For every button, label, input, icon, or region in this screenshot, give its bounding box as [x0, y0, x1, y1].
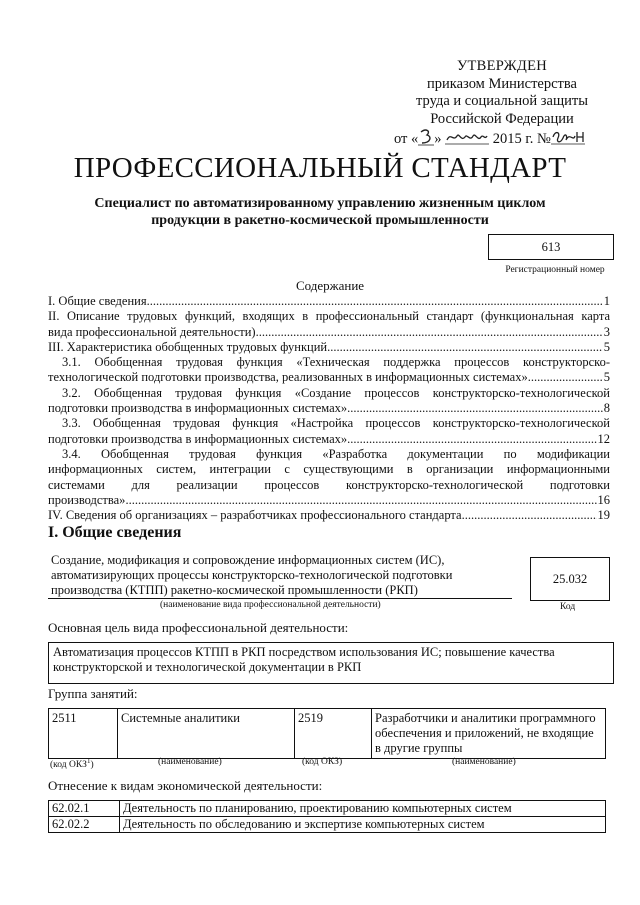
contents-heading: Содержание — [295, 278, 365, 293]
toc-entry-text: системами для реализации процессов конструкторско-технологической подготовки — [48, 477, 610, 492]
toc-entry-text: 3.2. Обобщенная трудовая функция «Создание процессов конструкторско-технологической — [62, 385, 610, 400]
toc-leader — [347, 401, 603, 416]
toc-entry-text: III. Характеристика обобщенных трудовых функций — [48, 339, 328, 354]
toc-page-number: 5 — [603, 370, 610, 385]
activity-name: Создание, модификация и сопровождение информационных систем (ИС), автоматизирующих процессы конструкторско-технологической подготовки производства (КТПП) ракетно-космической промышленности (РКП) — [51, 553, 453, 597]
document-title: ПРОФЕССИОНАЛЬНЫЙ СТАНДАРТ — [73, 152, 567, 184]
toc-entry-3-4[interactable] — [48, 447, 610, 508]
handwritten-month — [445, 128, 489, 152]
toc-entry-text: подготовки производства в информационных системах» — [48, 431, 348, 446]
okved-name-cell: Деятельность по обследованию и экспертизе компьютерных систем — [120, 817, 606, 833]
registration-number-label: Регистрационный номер — [505, 265, 605, 275]
document-subtitle: Специалист по автоматизированному управлению жизненным циклом продукции в ракетно-космической промышленности — [94, 196, 546, 228]
toc-page-number: 8 — [603, 401, 610, 416]
occupation-name-cell: Разработчики и аналитики программного обеспечения и приложений, не входящие в другие группы — [372, 709, 606, 759]
toc-entry-2[interactable] — [48, 309, 610, 340]
approval-line: приказом Министерства — [427, 75, 577, 92]
toc-leader — [327, 340, 603, 355]
okved-name-cell: Деятельность по планированию, проектированию компьютерных систем — [120, 801, 606, 817]
toc-entry-3[interactable] — [48, 340, 610, 355]
toc-entry-text: 3.1. Обобщенная трудовая функция «Техническая поддержка процессов конструкторско- — [62, 355, 610, 370]
goal-box: Автоматизация процессов КТПП в РКП посредством использования ИС; повышение качества конструкторской и технологической документации в РКП — [48, 642, 614, 684]
group-label: Группа занятий: — [48, 686, 138, 701]
toc-entry-text: технологической подготовки производства, реализованных в информационных системах» — [48, 370, 528, 385]
date-year: 2015 г. № — [492, 131, 551, 148]
toc-page-number: 5 — [603, 339, 610, 354]
occupation-name-caption: (наименование) — [158, 757, 222, 767]
toc-leader — [528, 370, 603, 385]
okved-code-cell: 62.02.1 — [49, 801, 120, 817]
toc-entry-3-3[interactable] — [48, 416, 610, 447]
toc-page-number: 1 — [603, 294, 610, 308]
toc-entry-1[interactable] — [48, 294, 610, 309]
economic-activity-label: Отнесение к видам экономической деятельности: — [48, 778, 323, 793]
table-row — [49, 709, 606, 759]
section-heading: I. Общие сведения — [48, 524, 182, 541]
toc-leader — [147, 294, 603, 309]
approval-line: труда и социальной защиты — [416, 93, 588, 109]
toc-page-number: 19 — [597, 508, 610, 523]
toc-leader — [347, 432, 596, 447]
goal-label: Основная цель вида профессиональной деятельности: — [48, 620, 349, 635]
registration-number-box: 613 — [488, 234, 614, 260]
toc-page-number: 12 — [597, 431, 610, 446]
activity-code-box: 25.032 — [530, 557, 610, 601]
toc-entry-text: информационных систем, интеграции с существующими в организации информационными — [48, 462, 610, 477]
date-prefix: от « — [394, 131, 419, 148]
toc-entry-text: 3.3. Обобщенная трудовая функция «Настройка процессов конструкторско-технологической — [62, 416, 610, 431]
toc-entry-4[interactable] — [48, 508, 610, 523]
approval-line: Российской Федерации — [430, 110, 574, 127]
occupation-group-table — [48, 708, 606, 759]
toc-entry-text: II. Описание трудовых функций, входящих в профессиональный стандарт (функциональная карта — [48, 309, 610, 324]
occupation-name-caption: (наименование) — [452, 757, 516, 767]
toc-entry-text: 3.4. Обобщенная трудовая функция «Разработка документации по модификации — [62, 446, 610, 461]
toc-entry-3-1[interactable] — [48, 355, 610, 386]
approval-date-line — [388, 128, 616, 152]
toc-leader — [256, 325, 603, 340]
okved-code-cell: 62.02.2 — [49, 817, 120, 833]
okz-code-caption: (код ОКЗ$^1$) — [50, 757, 94, 771]
okz-code-caption: (код ОКЗ) — [302, 757, 343, 767]
approval-title: УТВЕРЖДЕН — [456, 58, 548, 74]
occupation-name-cell: Системные аналитики — [118, 709, 295, 759]
table-row — [49, 817, 606, 833]
okz-code-cell: 2511 — [49, 709, 118, 759]
activity-name-box — [48, 552, 512, 599]
table-row — [49, 801, 606, 817]
handwritten-day — [418, 128, 434, 152]
toc-entry-text: IV. Сведения об организациях – разработчиках профессионального стандарта — [48, 508, 462, 523]
toc-leader — [462, 508, 597, 523]
table-of-contents — [48, 294, 610, 523]
toc-entry-text: производства» — [48, 492, 126, 507]
economic-activity-table — [48, 800, 606, 833]
toc-entry-3-2[interactable] — [48, 386, 610, 417]
date-mid: » — [434, 131, 442, 148]
toc-entry-text: подготовки производства в информационных системах» — [48, 401, 348, 416]
code-caption: Код — [560, 602, 576, 612]
toc-leader — [125, 493, 596, 508]
toc-page-number: 3 — [603, 324, 610, 339]
toc-page-number: 16 — [597, 492, 610, 507]
toc-entry-text: вида профессиональной деятельности) — [48, 324, 256, 339]
toc-entry-text: I. Общие сведения — [48, 294, 147, 308]
activity-caption: (наименование вида профессиональной деятельности) — [160, 600, 381, 610]
approval-block — [388, 58, 616, 152]
okz-code-cell: 2519 — [295, 709, 372, 759]
handwritten-number — [551, 128, 585, 152]
